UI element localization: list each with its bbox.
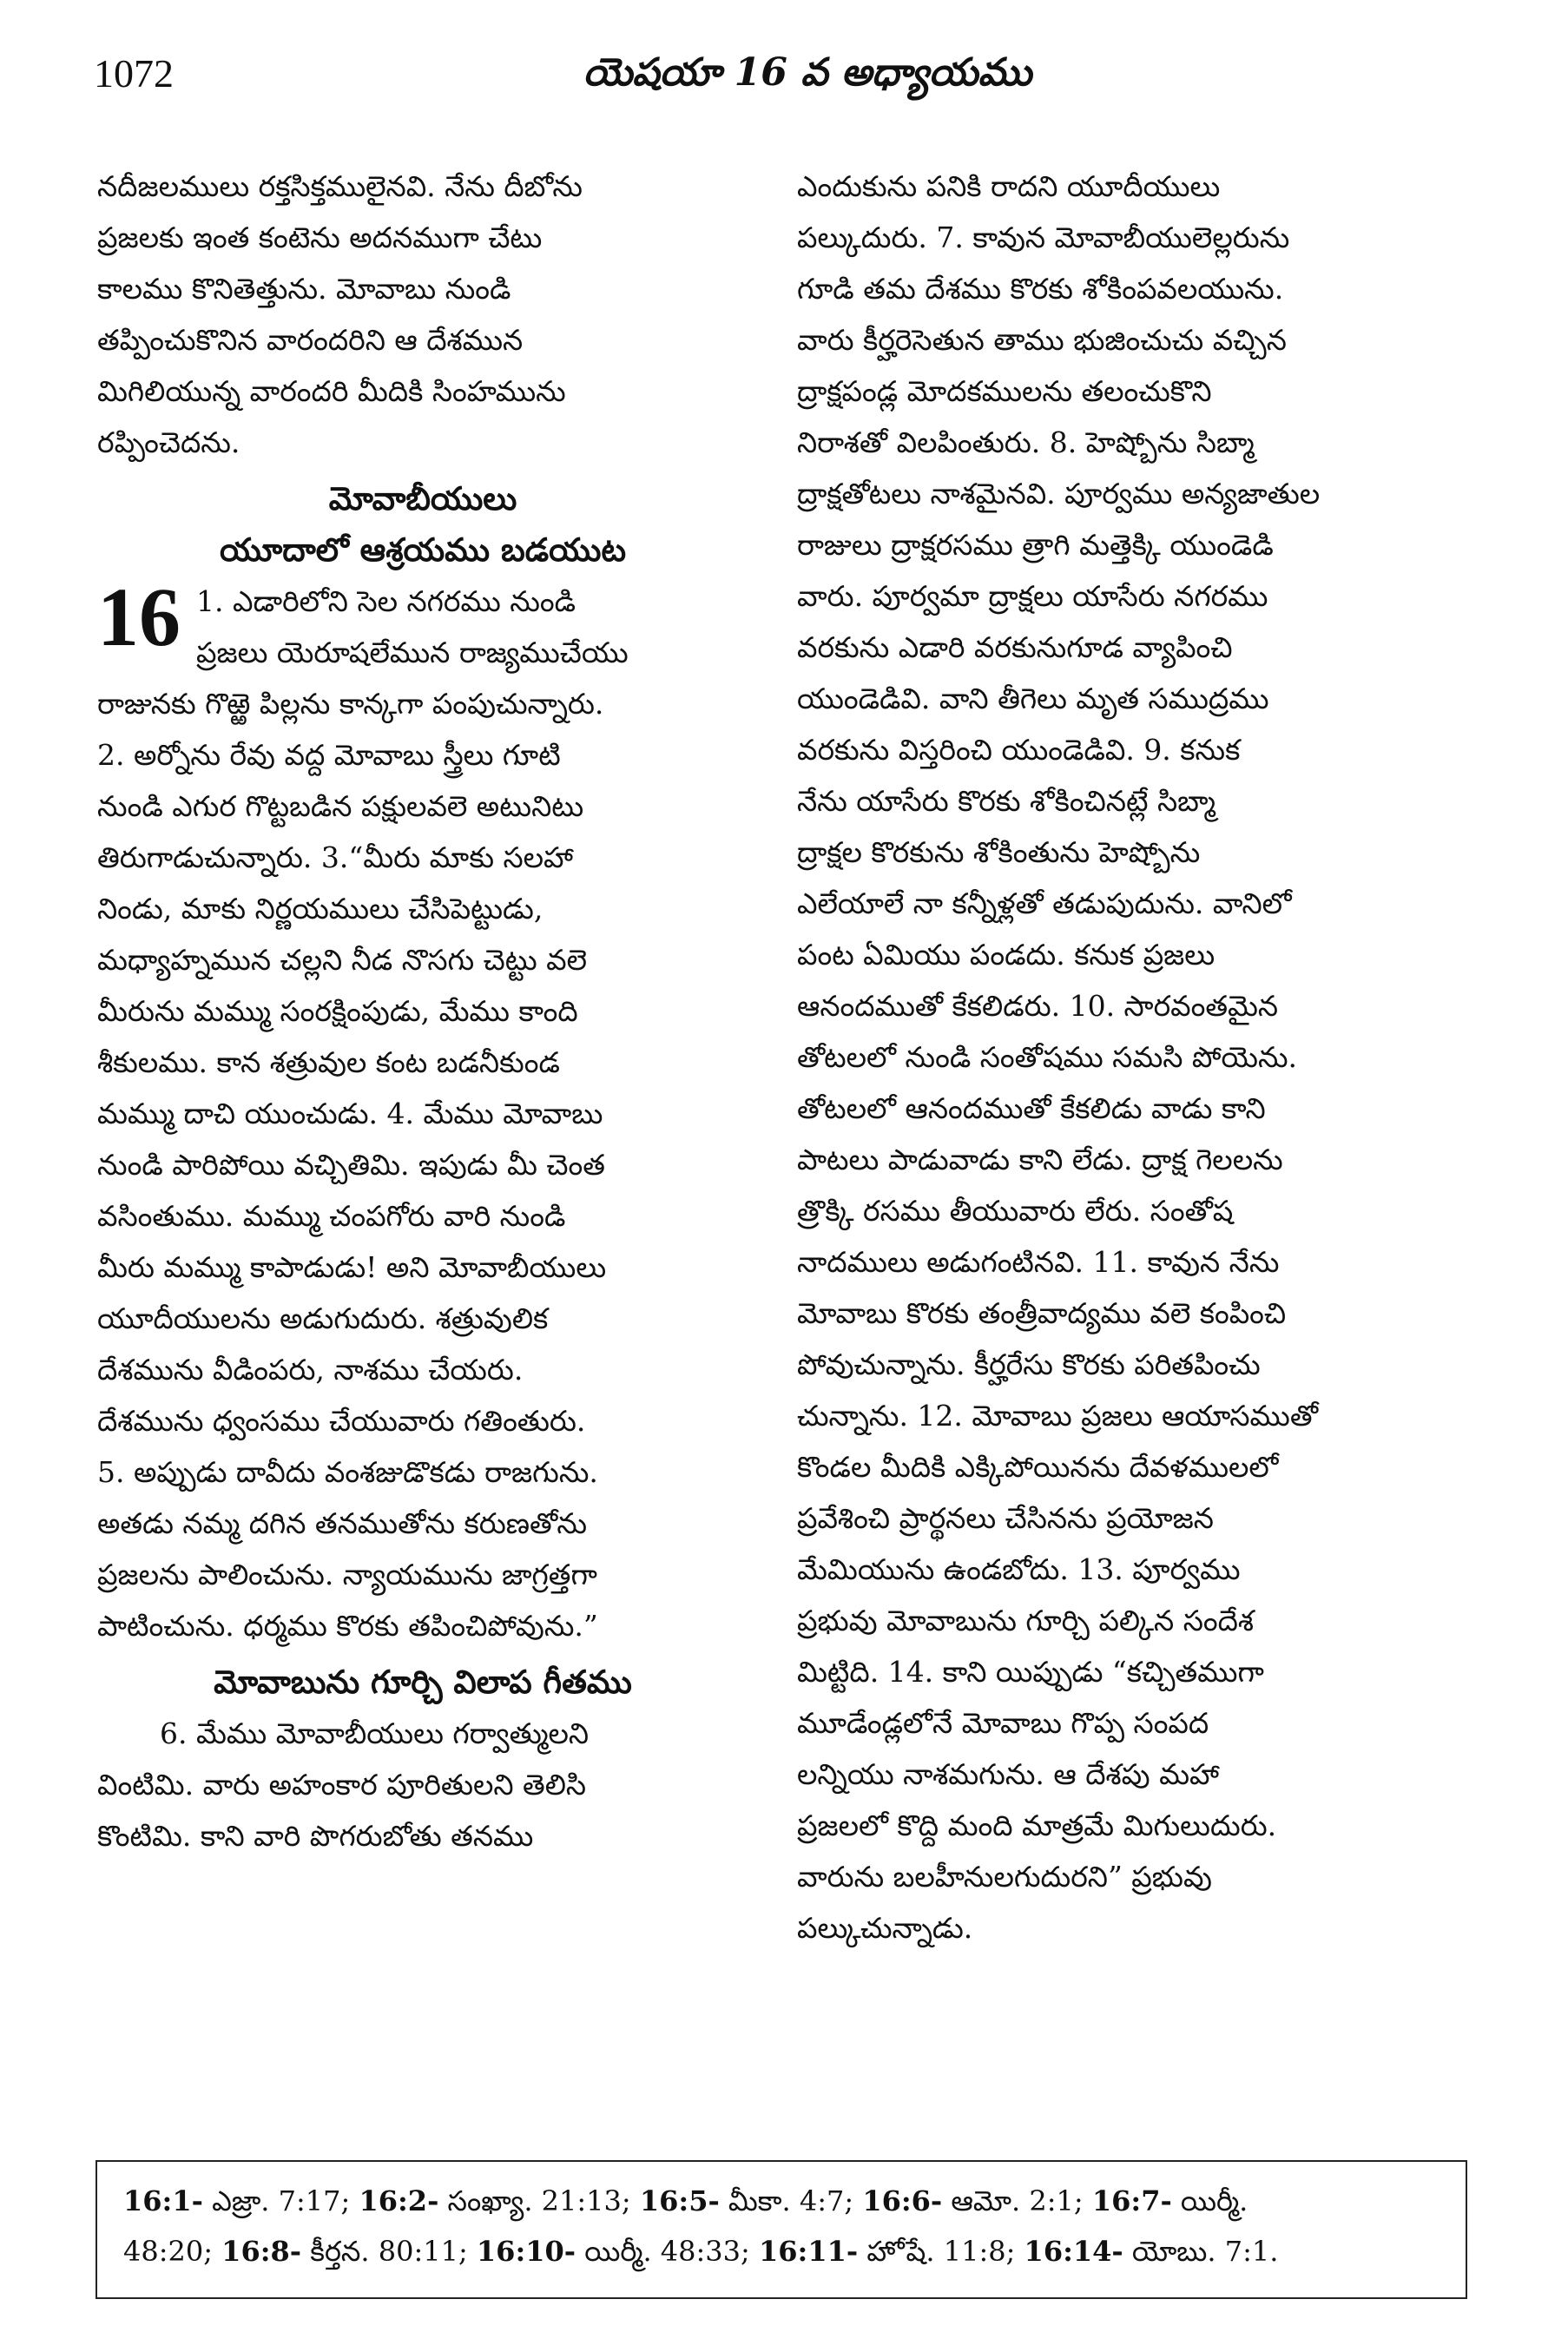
text-line: దేశమును వీడింపరు, నాశము చేయరు. (97, 1353, 524, 1387)
text-line: ద్రాక్షతోటలు నాశమైనవి. పూర్వము అన్యజాతుల (797, 477, 1321, 511)
text-line: ప్రజలలో కొద్ది మంది మాత్రమే మిగులుదురు. (797, 1808, 1277, 1842)
text-line: వారును బలహీనులగుదురని” ప్రభువు (797, 1860, 1212, 1894)
text-line: ద్రాక్షల కొరకును శోకింతును హెష్బోను (797, 835, 1201, 869)
text-line: నిరాశతో విలపింతురు. 8. హెష్బోను సిబ్మా (797, 425, 1255, 459)
chapter-start (97, 570, 748, 1651)
text-line: నుండి పారిపోయి వచ్చితిమి. ఇపుడు మీ చెంత (97, 1148, 605, 1182)
reference-label: 16:1- (123, 2184, 203, 2217)
text-line: వరకును ఎడారి వరకునుగూడ వ్యాపించి (797, 630, 1233, 664)
reference-text: ఎజ్రా. 7:17; (202, 2184, 359, 2217)
reference-line (123, 2226, 1440, 2276)
text-line: కొంటిమి. కాని వారి పొగరుబోతు తనము (97, 1819, 534, 1853)
text-line: నుండి ఎగుర గొట్టబడిన పక్షులవలె అటునిటు (97, 789, 584, 823)
text-line: నాదములు అడుగంటినవి. 11. కావున నేను (797, 1245, 1280, 1279)
text-line: ద్రాక్షపండ్ల మోదకములను తలంచుకొని (797, 374, 1212, 408)
reference-label: 16:6- (862, 2184, 943, 2217)
reference-text: కీర్తన. 80:11; (301, 2235, 477, 2268)
text-line: ప్రజలను పాలించును. న్యాయమును జాగ్రత్తగా (97, 1558, 597, 1591)
text-line: మూడేండ్లలోనే మోవాబు గొప్ప సంపద (797, 1706, 1209, 1740)
text-line: గూడి తమ దేశము కొరకు శోకింపవలయును. (797, 272, 1284, 306)
reference-text: యిర్మీ. (1171, 2184, 1248, 2217)
reference-text: ఆమో. 2:1; (942, 2184, 1092, 2217)
text-line: తోటలలో నుండి సంతోషము సమసి పోయెను. (797, 1040, 1298, 1074)
text-line: వింటిమి. వారు అహంకార పూరితులని తెలిసి (97, 1768, 587, 1802)
text-line: మోవాబు కొరకు తంత్రీవాద్యము వలె కంపించి (797, 1296, 1287, 1330)
text-line: పాటలు పాడువాడు కాని లేడు. ద్రాక్ష గెలలను (797, 1143, 1283, 1176)
left-column (97, 161, 748, 1861)
text-line: కొండల మీదికి ఎక్కిపోయినను దేవళములలో (797, 1450, 1279, 1484)
reference-label: 16:8- (221, 2235, 302, 2268)
section-heading: మోవాబీయులు (328, 479, 517, 517)
text-line: మధ్యాహ్నమున చల్లని నీడ నొసగు చెట్టు వలె (97, 943, 587, 977)
text-line: నిండు, మాకు నిర్ణయములు చేసిపెట్టుడు, (97, 892, 544, 926)
reference-label: 16:2- (359, 2184, 439, 2217)
text-line: పాటించును. ధర్మము కొరకు తపించిపోవును.” (97, 1609, 598, 1643)
text-line: ప్రభువు మోవాబును గూర్చి పల్కిన సందేశ (797, 1604, 1255, 1637)
text-line: తప్పించుకొనిన వారందరిని ఆ దేశమున (97, 323, 524, 357)
text-line: వారు. పూర్వమా ద్రాక్షలు యాసేరు నగరము (797, 579, 1268, 613)
text-line: రాజులు ద్రాక్షరసము త్రాగి మత్తెక్కి యుండెడి (797, 528, 1274, 562)
text-line: 2. అర్నోను రేవు వద్ద మోవాబు స్త్రీలు గూటి (97, 738, 561, 772)
text-line: మిట్టిది. 14. కాని యిప్పుడు “కచ్చితముగా (797, 1655, 1264, 1689)
text-line: త్రొక్కి రసము తీయువారు లేరు. సంతోష (797, 1194, 1234, 1228)
reference-label: 16:7- (1091, 2184, 1172, 2217)
reference-label: 16:10- (476, 2235, 576, 2268)
text-line: రాజునకు గొఱ్ఱె పిల్లను కాన్కగా పంపుచున్నారు. (97, 687, 604, 721)
text-line: నేను యాసేరు కొరకు శోకించినట్లే సిబ్మా (797, 784, 1216, 818)
reference-line (123, 2176, 1440, 2226)
reference-text: హోషే. 11:8; (858, 2235, 1024, 2268)
text-line: ప్రజలకు ఇంత కంటెను అదనముగా చేటు (97, 221, 543, 254)
text-line: పల్కుచున్నాడు. (797, 1911, 973, 1945)
reference-text: 48:20; (123, 2235, 222, 2268)
running-title: యెషయా 16 వ అధ్యాయము (583, 50, 1032, 95)
text-line: మమ్ము దాచి యుంచుడు. 4. మేము మోవాబు (97, 1097, 603, 1130)
text-line: మేమియును ఉండబోదు. 13. పూర్వము (797, 1552, 1241, 1586)
text-line: చున్నాను. 12. మోవాబు ప్రజలు ఆయాసముతో (797, 1399, 1319, 1433)
text-line: రప్పించెదను. (97, 425, 240, 459)
text-line: ఎందుకును పనికి రాదని యూదీయులు (797, 169, 1221, 203)
right-column (797, 161, 1448, 1953)
reference-text: సంఖ్యా. 21:13; (438, 2184, 640, 2217)
text-line: మీరును మమ్ము సంరక్షింపుడు, మేము కాంది (97, 994, 578, 1028)
text-line: ఎలేయాలే నా కన్నీళ్లతో తడుపుదును. వానిలో (797, 886, 1292, 920)
paragraph-continuation (97, 161, 748, 468)
reference-text: యిర్మీ. 48:33; (576, 2235, 759, 2268)
text-line: శీకులము. కాన శత్రువుల కంట బడనీకుండ (97, 1045, 560, 1079)
chapter-number: 16 (97, 570, 181, 663)
text-line: 1. ఎడారిలోని సెల నగరము నుండి (196, 584, 576, 618)
section-heading: మోవాబును గూర్చి విలాప గీతము (214, 1663, 632, 1701)
text-line: పంట ఏమియు పండదు. కనుక ప్రజలు (797, 938, 1216, 972)
text-line: మీరు మమ్ము కాపాడుడు! అని మోవాబీయులు (97, 1250, 607, 1284)
text-line: తోటలలో ఆనందముతో కేకలిడు వాడు కాని (797, 1091, 1266, 1125)
text-line: 5. అప్పుడు దావీదు వంశజుడొకడు రాజగును. (97, 1455, 598, 1489)
text-line: లన్నియు నాశమగును. ఆ దేశపు మహా (797, 1757, 1220, 1791)
reference-text: యోబు. 7:1. (1123, 2235, 1279, 2268)
cross-references-box (96, 2160, 1467, 2299)
text-line: వరకును విస్తరించి యుండెడివి. 9. కనుక (797, 733, 1241, 767)
text-line: అతడు నమ్మ దగిన తనముతోను కరుణతోను (97, 1506, 587, 1540)
text-line: తిరుగాడుచున్నారు. 3.“మీరు మాకు సలహా (97, 840, 574, 874)
paragraph (97, 1708, 748, 1861)
section-heading: యూదాలో ఆశ్రయము బడయుట (219, 530, 627, 569)
reference-text: మీకా. 4:7; (719, 2184, 863, 2217)
text-line: ఆనందముతో కేకలిడరు. 10. సారవంతమైన (797, 989, 1279, 1023)
text-line: వారు కీర్హరెసెతున తాము భుజించుచు వచ్చిన (797, 323, 1287, 357)
text-line: 6. మేము మోవాబీయులు గర్వాత్ములని (160, 1716, 590, 1750)
text-line: వసింతుము. మమ్ము చంపగోరు వారి నుండి (97, 1199, 566, 1233)
text-line: పల్కుదురు. 7. కావున మోవాబీయులెల్లరును (797, 221, 1290, 254)
reference-label: 16:5- (639, 2184, 720, 2217)
text-line: మిగిలియున్న వారందరి మీదికి సింహమును (97, 374, 566, 408)
text-line: యూదీయులను అడుగుదురు. శత్రువులిక (97, 1301, 549, 1335)
text-line: ప్రవేశించి ప్రార్థనలు చేసినను ప్రయోజన (797, 1501, 1214, 1535)
reference-label: 16:11- (758, 2235, 859, 2268)
text-line: ప్రజలు యెరూషలేమున రాజ్యముచేయు (196, 636, 629, 669)
text-line: దేశమును ధ్వంసము చేయువారు గతింతురు. (97, 1404, 586, 1438)
text-line: నదీజలములు రక్తసిక్తములైనవి. నేను దీబోను (97, 169, 583, 203)
text-line: కాలము కొనితెత్తును. మోవాబు నుండి (97, 272, 511, 306)
page-number: 1072 (94, 51, 174, 96)
reference-label: 16:14- (1024, 2235, 1123, 2268)
text-line: పోవుచున్నాను. కీర్హరేసు కొరకు పరితపించు (797, 1347, 1261, 1381)
text-line: యుండెడివి. వాని తీగెలు మృత సముద్రము (797, 682, 1269, 715)
